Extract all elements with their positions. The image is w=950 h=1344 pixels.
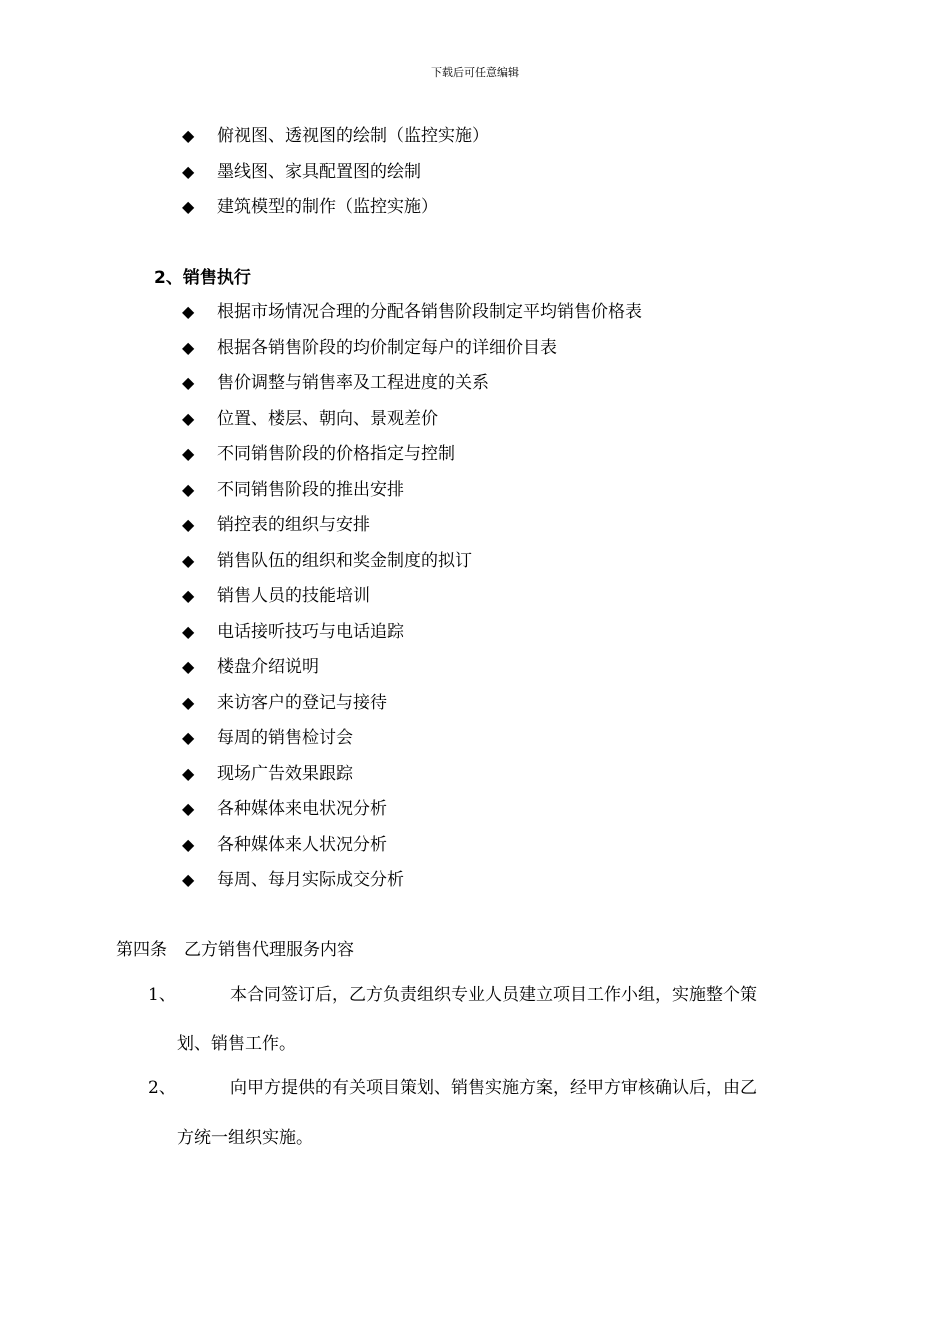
diamond-bullet-icon: ◆ [182, 373, 195, 392]
clause-text-line: 划、销售工作。 [177, 1034, 296, 1054]
list-item [182, 720, 642, 756]
list-item [182, 330, 642, 366]
clause-text-line: 本合同签订后，乙方负责组织专业人员建立项目工作小组，实施整个策 [230, 985, 757, 1005]
clause-number: 1、 [148, 985, 176, 1005]
list-item-text: 各种媒体来人状况分析 [217, 834, 387, 855]
section-heading: 2、销售执行 [154, 268, 251, 288]
diamond-bullet-icon: ◆ [182, 515, 195, 534]
diamond-bullet-icon: ◆ [182, 621, 195, 641]
list-item [182, 472, 642, 508]
list-item-text: 不同销售阶段的价格指定与控制 [217, 444, 455, 464]
list-item [182, 614, 642, 650]
drawing-tasks-list [182, 118, 489, 225]
diamond-bullet-icon: ◆ [182, 586, 195, 605]
list-item [182, 543, 642, 579]
list-item-text: 现场广告效果跟踪 [217, 763, 353, 784]
list-item [182, 436, 642, 472]
list-item [182, 649, 642, 685]
clause-text-line: 向甲方提供的有关项目策划、销售实施方案，经甲方审核确认后，由乙 [230, 1078, 757, 1098]
list-item [182, 578, 642, 614]
list-item [182, 827, 642, 863]
list-item [182, 294, 642, 330]
list-item [182, 791, 642, 827]
diamond-bullet-icon: ◆ [182, 657, 195, 676]
clause-number: 2、 [148, 1078, 176, 1098]
diamond-bullet-icon: ◆ [182, 550, 195, 570]
list-item-text: 销售人员的技能培训 [217, 586, 370, 606]
list-item-text: 每周的销售检讨会 [217, 728, 353, 748]
list-item [182, 685, 642, 721]
list-item [182, 756, 642, 792]
diamond-bullet-icon: ◆ [182, 197, 195, 216]
diamond-bullet-icon: ◆ [182, 337, 195, 357]
list-item [182, 154, 489, 190]
diamond-bullet-icon: ◆ [182, 763, 195, 783]
diamond-bullet-icon: ◆ [182, 126, 195, 145]
page-header: 下载后可任意编辑 [431, 66, 519, 79]
diamond-bullet-icon: ◆ [182, 692, 195, 712]
sales-execution-list [182, 294, 642, 898]
diamond-bullet-icon: ◆ [182, 799, 195, 818]
diamond-bullet-icon: ◆ [182, 302, 195, 321]
list-item [182, 507, 642, 543]
diamond-bullet-icon: ◆ [182, 870, 195, 889]
list-item-text: 每周、每月实际成交分析 [217, 870, 404, 890]
list-item-text: 俯视图、透视图的绘制（监控实施） [217, 126, 489, 146]
list-item [182, 401, 642, 437]
diamond-bullet-icon: ◆ [182, 479, 195, 499]
list-item-text: 墨线图、家具配置图的绘制 [217, 161, 421, 182]
list-item-text: 来访客户的登记与接待 [217, 692, 387, 713]
diamond-bullet-icon: ◆ [182, 444, 195, 463]
list-item-text: 销控表的组织与安排 [217, 515, 370, 535]
list-item-text: 建筑模型的制作（监控实施） [217, 197, 438, 217]
diamond-bullet-icon: ◆ [182, 834, 195, 854]
diamond-bullet-icon: ◆ [182, 408, 195, 428]
list-item-text: 位置、楼层、朝向、景观差价 [217, 408, 438, 429]
list-item-text: 根据市场情况合理的分配各销售阶段制定平均销售价格表 [217, 302, 642, 322]
list-item-text: 楼盘介绍说明 [217, 657, 319, 677]
list-item-text: 销售队伍的组织和奖金制度的拟订 [217, 550, 472, 571]
list-item [182, 365, 642, 401]
list-item [182, 862, 642, 898]
list-item [182, 118, 489, 154]
article-title: 第四条 乙方销售代理服务内容 [116, 940, 354, 960]
clause-text-line: 方统一组织实施。 [177, 1128, 313, 1148]
list-item-text: 售价调整与销售率及工程进度的关系 [217, 373, 489, 393]
list-item-text: 电话接听技巧与电话追踪 [217, 621, 404, 642]
diamond-bullet-icon: ◆ [182, 161, 195, 181]
list-item [182, 189, 489, 225]
list-item-text: 各种媒体来电状况分析 [217, 799, 387, 819]
list-item-text: 根据各销售阶段的均价制定每户的详细价目表 [217, 337, 557, 358]
list-item-text: 不同销售阶段的推出安排 [217, 479, 404, 500]
diamond-bullet-icon: ◆ [182, 728, 195, 747]
